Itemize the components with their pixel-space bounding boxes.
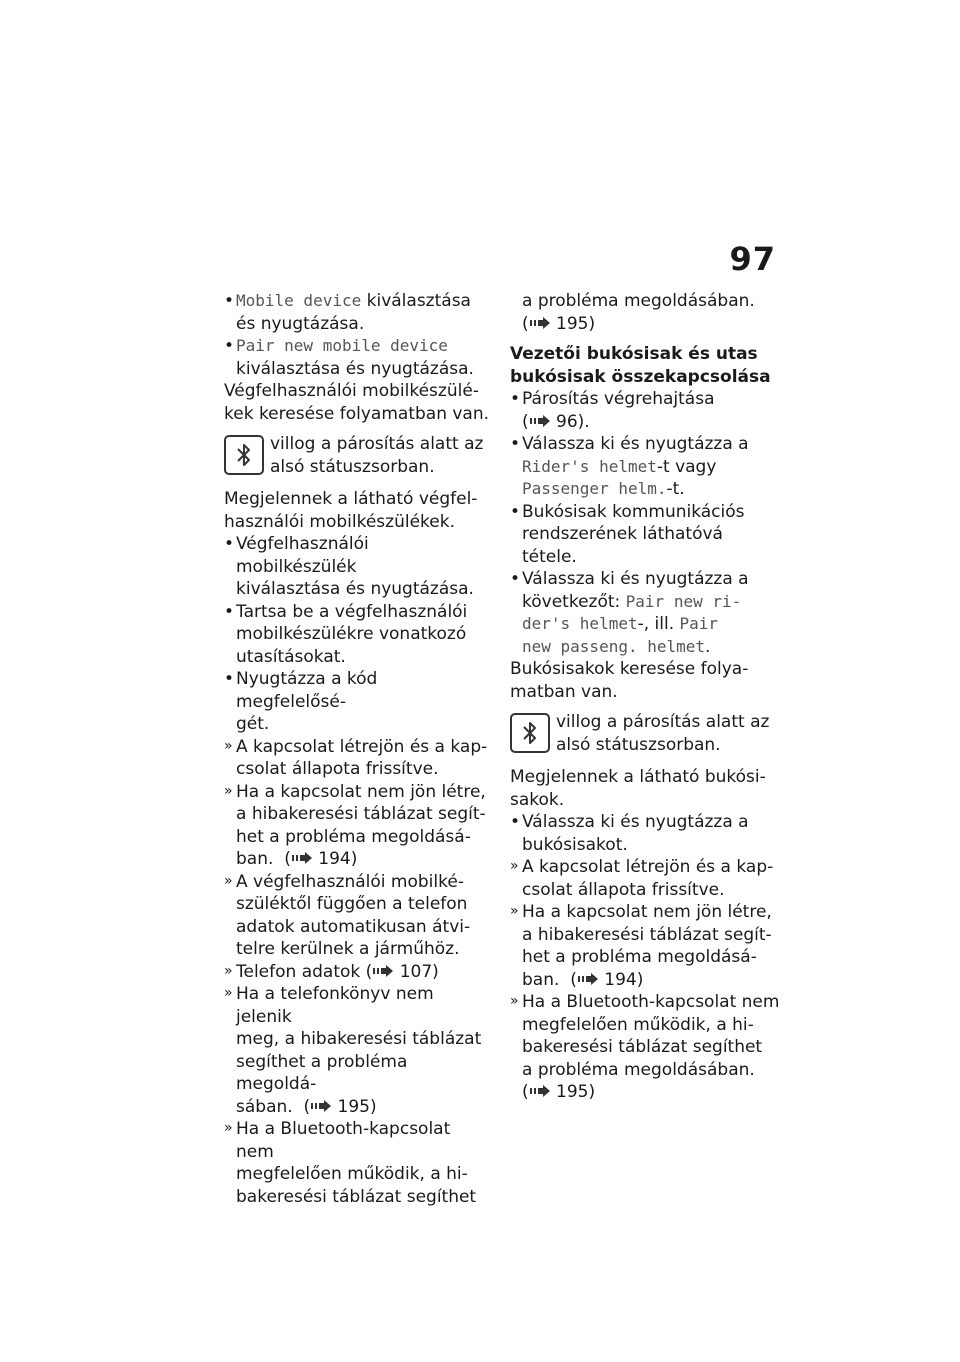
page-reference[interactable]: 194): [318, 849, 358, 869]
list-item: • Válassza ki és nyugtázza a: [510, 811, 780, 834]
left-column: • Mobile device kiválasztása és nyugtázása. • Pair new mobile device kiválasztása és nyugtázása. Végfelhasználói mobilkészülé- kek keresése folyamatban van. villog a párosítás alatt az alsó státuszsorban. Megjelennek a látható végfel- használói mobilkészülékek. • Végfelhasználói mobilkészülék kiválasztása és nyugtázása. • Tartsa be a végfelhasználói mobilkészülékre vonatkozó utasításokat. • Nyugtázza a kód megfelelősé- gét. » A kapcsolat létrejön és a kap- csolat állapota frissítve. » Ha a kapcsolat nem jön létre, a hibakeresési táblázat segít- het a probléma megoldásá- ban. ( 194) » A végfelhasználói mobilké- szüléktől függően a telefon adatok automatikusan átvi- telre kerülnek a járműhöz. » Telefon adatok ( 107) » Ha a telefonkönyv nem jelenik meg, a hibakeresési táblázat segíthet a probléma megoldá- sában. ( 195) » Ha a Bluetooth-kapcsolat nem megfelelően működik, a hi- bakeresési táblázat segíthet: [224, 290, 492, 1208]
list-item: • Pair new mobile device: [224, 335, 492, 358]
result-item: » Ha a telefonkönyv nem jelenik: [224, 983, 492, 1028]
page-number: 97: [729, 240, 776, 278]
paragraph: Megjelennek a látható bukósi-: [510, 767, 766, 787]
reference-arrow-icon[interactable]: [310, 1099, 332, 1113]
result-item: » Telefon adatok ( 107): [224, 961, 492, 984]
reference-arrow-icon[interactable]: [372, 964, 394, 978]
page-reference[interactable]: 195): [556, 313, 596, 334]
list-item: • Nyugtázza a kód megfelelősé-: [224, 668, 492, 713]
reference-arrow-icon[interactable]: [529, 1084, 551, 1098]
reference-line: sában. ( 195): [236, 1096, 377, 1117]
reference-line: ( 96).: [522, 411, 590, 432]
text-line: kiválasztása és nyugtázása.: [236, 358, 474, 379]
paragraph: használói mobilkészülékek.: [224, 511, 455, 532]
paragraph: kek keresése folyamatban van.: [224, 403, 490, 424]
page-reference[interactable]: 195): [337, 1096, 377, 1117]
reference-arrow-icon[interactable]: [529, 316, 551, 330]
result-item: » Ha a kapcsolat nem jön létre,: [510, 901, 780, 924]
right-column: a probléma megoldásában. ( 195) Vezetői bukósisak és utas bukósisak összekapcsolása • Párosítás végrehajtása ( 96). • Válassza ki és nyugtázza a Rider's helmet-t vagy Passenger helm.-t. • Bukósisak kommunikációs rendszerének láthatóvá tétele. • Válassza ki és nyugtázza a következőt: Pair new ri- der's helmet-, ill. Pair new passeng. helmet. Bukósisakok keresése folya- matban van. villog a párosítás alatt az alsó státuszsorban. Megjelennek a látható bukósi- sakok. • Válassza ki és nyugtázza a bukósisakot. » A kapcsolat létrejön és a kap- csolat állapota frissítve. » Ha a kapcsolat nem jön létre, a hibakeresési táblázat segít- het a probléma megoldásá- ban. ( 194) » Ha a Bluetooth-kapcsolat nem megfelelően működik, a hi- bakeresési táblázat segíthet a probléma megoldásában. ( 195): [510, 290, 780, 1104]
reference-arrow-icon[interactable]: [577, 972, 599, 986]
result-item: » A végfelhasználói mobilké-: [224, 871, 492, 894]
result-item: » Ha a Bluetooth-kapcsolat nem: [224, 1118, 492, 1163]
paragraph: matban van.: [510, 681, 618, 702]
reference-line: ban. ( 194): [522, 969, 644, 990]
bluetooth-note: villog a párosítás alatt az alsó státuszsorban.: [510, 711, 780, 756]
page-reference[interactable]: 194): [604, 969, 644, 990]
reference-line: ( 195): [522, 1082, 596, 1102]
result-item: » Ha a Bluetooth-kapcsolat nem: [510, 991, 780, 1014]
reference-line: ban. ( 194): [236, 849, 358, 869]
reference-line: ( 195): [522, 313, 596, 334]
reference-arrow-icon[interactable]: [291, 851, 313, 865]
result-item: » A kapcsolat létrejön és a kap-: [224, 736, 492, 759]
list-item: • Párosítás végrehajtása: [510, 388, 780, 411]
bluetooth-icon: [510, 713, 550, 753]
list-item: • Tartsa be a végfelhasználói: [224, 601, 492, 624]
paragraph: Megjelennek a látható végfel-: [224, 489, 478, 509]
page-reference[interactable]: 107): [399, 961, 439, 982]
list-item: • Válassza ki és nyugtázza a: [510, 568, 780, 591]
list-item: • Válassza ki és nyugtázza a: [510, 433, 780, 456]
text-line: és nyugtázása.: [236, 313, 365, 334]
paragraph: Bukósisakok keresése folya-: [510, 659, 749, 679]
page-reference[interactable]: 195): [556, 1082, 596, 1102]
reference-arrow-icon[interactable]: [529, 414, 551, 428]
list-item: • Végfelhasználói mobilkészülék: [224, 533, 492, 578]
result-item: » A kapcsolat létrejön és a kap-: [510, 856, 780, 879]
paragraph: Végfelhasználói mobilkészülé-: [224, 381, 479, 401]
result-item: » Ha a kapcsolat nem jön létre,: [224, 781, 492, 804]
paragraph: sakok.: [510, 789, 565, 810]
page-reference[interactable]: 96).: [556, 411, 590, 432]
list-item: • Bukósisak kommunikációs: [510, 501, 780, 524]
bluetooth-note: villog a párosítás alatt az alsó státuszsorban.: [224, 433, 492, 478]
section-heading: Vezetői bukósisak és utas bukósisak összekapcsolása: [510, 344, 771, 387]
bluetooth-icon: [224, 435, 264, 475]
list-item: • Mobile device kiválasztása: [224, 290, 492, 313]
